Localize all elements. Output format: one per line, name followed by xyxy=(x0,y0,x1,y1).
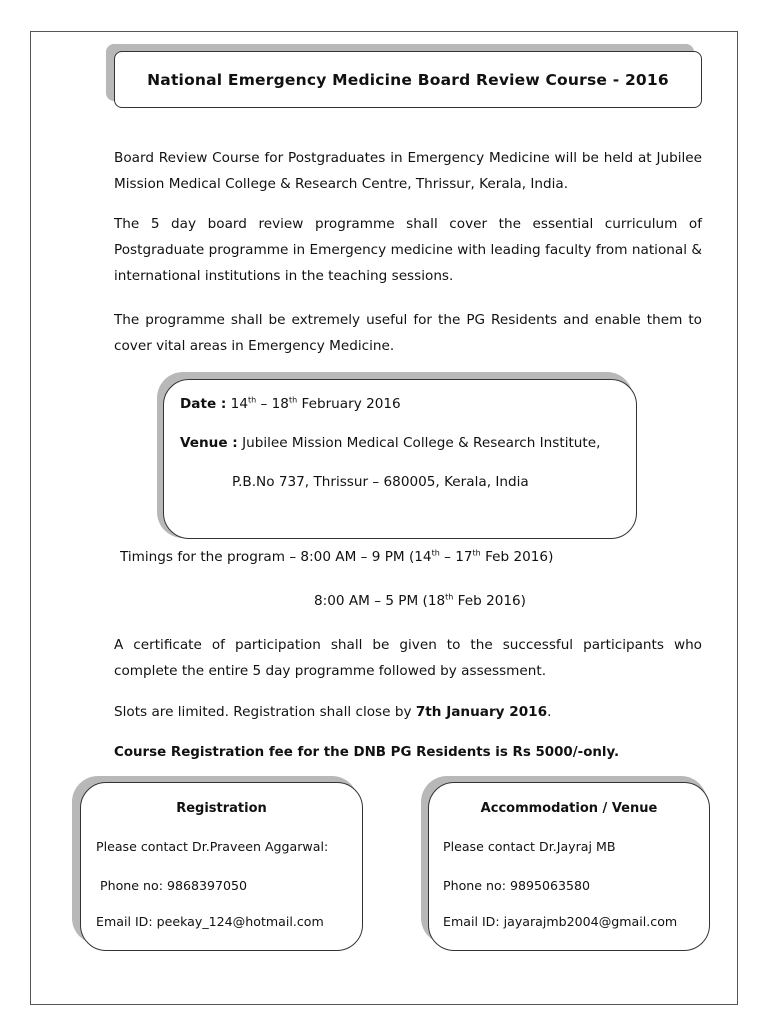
date-month-year: February 2016 xyxy=(297,396,401,412)
registration-deadline: 7th January 2016 xyxy=(415,704,548,720)
usefulness-paragraph: The programme shall be extremely useful for the PG Residents and enable them to cover vital areas in Emergency Medicine. xyxy=(114,312,702,354)
slots-text: Slots are limited. Registration shall close by xyxy=(114,704,416,720)
timings-line-1-mid: – 17 xyxy=(439,549,473,565)
accommodation-card xyxy=(428,782,710,951)
venue-row xyxy=(180,435,600,451)
timings-line-1-sup-2: th xyxy=(472,548,481,558)
date-end: 18 xyxy=(271,396,289,412)
slots-paragraph xyxy=(114,699,702,725)
certificate-paragraph: A certificate of participation shall be given to the successful participants who complete the entire 5 day programme followed by assessment. xyxy=(114,637,702,679)
venue-address: P.B.No 737, Thrissur – 680005, Kerala, India xyxy=(232,474,529,490)
timings-line-1-suffix: Feb 2016) xyxy=(480,549,554,565)
event-details-box xyxy=(163,379,637,539)
registration-phone: Phone no: 9868397050 xyxy=(100,878,248,893)
timings-line-2-sup: th xyxy=(445,592,454,602)
registration-heading: Registration xyxy=(176,801,267,816)
accommodation-email: Email ID: jayarajmb2004@gmail.com xyxy=(443,914,678,929)
timings-line-1-prefix: Timings for the program – 8:00 AM – 9 PM (14 xyxy=(120,549,432,565)
date-row xyxy=(180,396,401,412)
date-dash: – xyxy=(256,396,272,412)
document-title: National Emergency Medicine Board Review Course - 2016 xyxy=(114,51,702,108)
date-label: Date : xyxy=(180,396,227,412)
date-start-suffix: th xyxy=(247,395,257,405)
fee-notice: Course Registration fee for the DNB PG Residents is Rs 5000/-only. xyxy=(114,745,620,760)
timings-line-2-prefix: 8:00 AM – 5 PM (18 xyxy=(314,593,446,609)
accommodation-heading: Accommodation / Venue xyxy=(480,801,658,816)
date-start: 14 xyxy=(230,396,248,412)
venue-name: Jubilee Mission Medical College & Research Institute, xyxy=(242,435,601,451)
registration-email: Email ID: peekay_124@hotmail.com xyxy=(96,914,324,929)
registration-contact: Please contact Dr.Praveen Aggarwal: xyxy=(96,839,329,854)
accommodation-phone: Phone no: 9895063580 xyxy=(443,878,591,893)
timings-line-1 xyxy=(120,549,553,565)
venue-label: Venue : xyxy=(180,435,238,451)
timings-line-2 xyxy=(314,593,526,609)
registration-card xyxy=(80,782,363,951)
accommodation-contact: Please contact Dr.Jayraj MB xyxy=(443,839,616,854)
slots-end: . xyxy=(547,704,552,720)
timings-line-1-sup-1: th xyxy=(431,548,440,558)
date-end-suffix: th xyxy=(288,395,298,405)
intro-paragraph: Board Review Course for Postgraduates in Emergency Medicine will be held at Jubilee Mission Medical College & Research Centre, Thrissur, Kerala, India. xyxy=(114,150,702,192)
timings-line-2-suffix: Feb 2016) xyxy=(453,593,526,609)
curriculum-paragraph: The 5 day board review programme shall cover the essential curriculum of Postgraduate programme in Emergency medicine with leading faculty from national & international institutions in the teaching sessions. xyxy=(114,216,702,284)
